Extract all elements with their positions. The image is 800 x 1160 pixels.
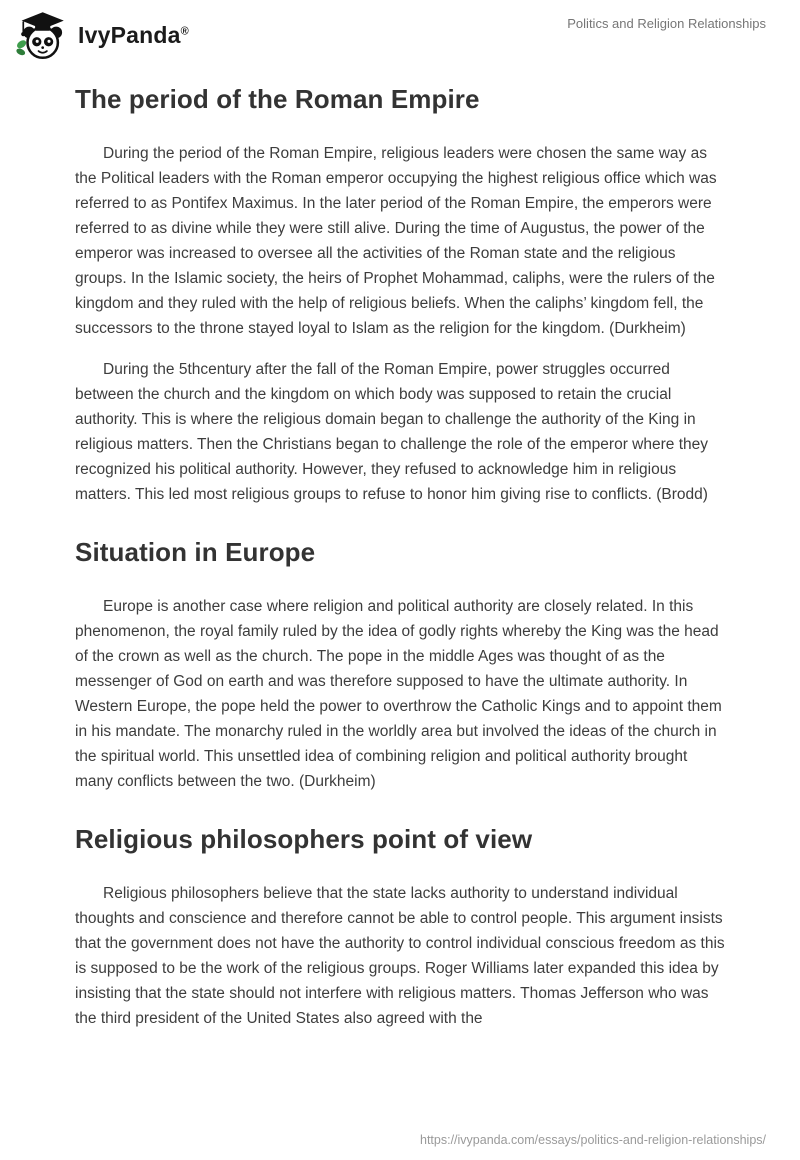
paragraph-religious-philosophers-1: Religious philosophers believe that the state lacks authority to understand individual thoughts and conscience and therefore cannot be able to control people. This argument insists that the government does not have the authority to control individual conscious freedom as this is supposed to be the work of the religious groups. Roger Williams later expanded this idea by insisting that the state should not interfere with religious matters. Thomas Jefferson who was the third president of the United States also agreed with the xyxy=(75,885,725,1027)
brand[interactable] xyxy=(14,8,189,62)
document-title: Politics and Religion Relationships xyxy=(567,16,766,31)
brand-wordmark: IvyPanda xyxy=(78,21,181,48)
brand-name xyxy=(78,22,189,49)
page-header xyxy=(0,0,800,62)
section-heading-situation-europe: Situation in Europe xyxy=(75,537,316,567)
section-heading-religious-philosophers: Religious philosophers point of view xyxy=(75,824,533,854)
section-heading-roman-empire: The period of the Roman Empire xyxy=(75,84,480,114)
paragraph-roman-empire-2: During the 5thcentury after the fall of the Roman Empire, power struggles occurred between the church and the kingdom on which body was supposed to retain the crucial authority. This is where the religious domain began to challenge the authority of the King in religious matters. Then the Christians began to challenge the role of the emperor where they recognized his political authority. However, they refused to acknowledge him in religious matters. This led most religious groups to refuse to honor him giving rise to conflicts. (Brodd) xyxy=(75,361,708,503)
paragraph-roman-empire-1: During the period of the Roman Empire, religious leaders were chosen the same way as the Political leaders with the Roman emperor occupying the highest religious office which was referred to as Pontifex Maximus. In the later period of the Roman Empire, the emperors were referred to as divine while they were still alive. During the time of Augustus, the power of the emperor was increased to oversee all the activities of the Roman state and the religious groups. In the Islamic society, the heirs of Prophet Mohammad, caliphs, were the rulers of the kingdom and they ruled with the help of religious beliefs. When the caliphs’ kingdom fell, the successors to the throne stayed loyal to Islam as the religion for the kingdom. (Durkheim) xyxy=(75,145,717,337)
paragraph-situation-europe-1: Europe is another case where religion and political authority are closely related. In this phenomenon, the royal family ruled by the idea of godly rights whereby the King was the head of the crown as well as the church. The pope in the middle Ages was thought of as the messenger of God on earth and was therefore supposed to have the ultimate authority. In Western Europe, the pope held the power to overthrow the Catholic Kings and to appoint them in his mandate. The monarchy ruled in the worldly area but involved the ideas of the church in the spiritual world. This unsettled idea of combining religion and political authority brought many conflicts between the two. (Durkheim) xyxy=(75,598,722,790)
panda-graduation-cap-icon xyxy=(14,8,68,62)
essay-content xyxy=(0,84,800,1031)
registered-mark: ® xyxy=(180,24,189,37)
source-url-link[interactable]: https://ivypanda.com/essays/politics-and-religion-relationships/ xyxy=(420,1133,766,1147)
